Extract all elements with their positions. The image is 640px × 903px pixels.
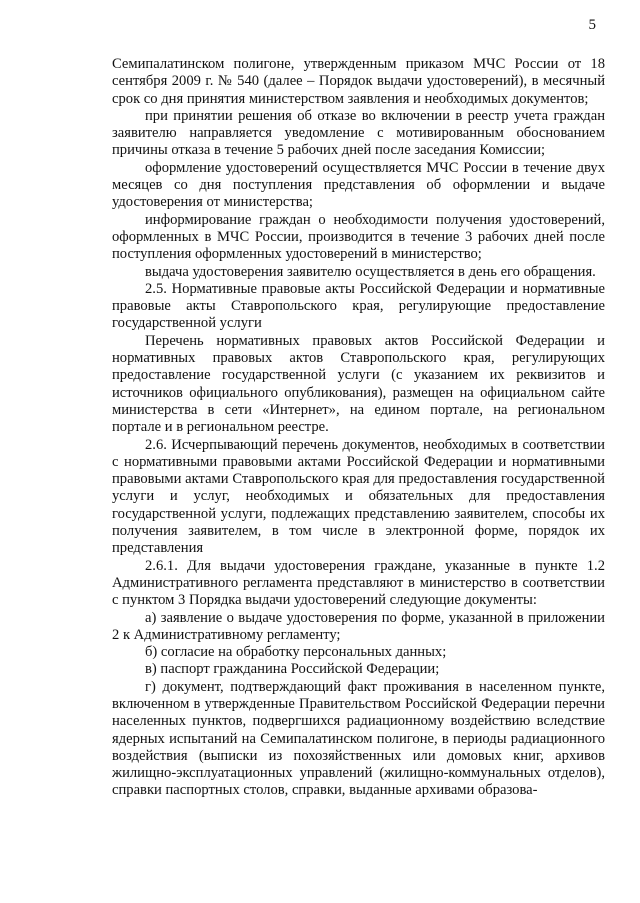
section-heading-2-5: 2.5. Нормативные правовые акты Российской Федерации и нормативные правовые акты Ставропольского края, регулирующие предоставление государственной услуги	[112, 280, 605, 332]
list-item: г) документ, подтверждающий факт проживания в населенном пункте, включенном в утвержденные Правительством Российской Федерации перечни населенных пунктов, подвергшихся радиационному воздействию вследствие ядерных испытаний на Семипалатинском полигоне, в периоды радиационного воздействия (выписки из похозяйственных или домовых книг, архивов жилищно-эксплуатационных управлений (жилищно-коммунальных отделов), справки паспортных столов, справки, выданные архивами образова-	[112, 678, 605, 799]
document-body	[112, 56, 605, 800]
paragraph: информирование граждан о необходимости получения удостоверений, оформленных в МЧС России, производится в течение 3 рабочих дней после поступления оформленных удостоверений в министерство;	[112, 211, 605, 263]
paragraph: выдача удостоверения заявителю осуществляется в день его обращения.	[145, 263, 596, 280]
list-item: в) паспорт гражданина Российской Федерации;	[145, 661, 440, 678]
paragraph: Семипалатинском полигоне, утвержденным приказом МЧС России от 18 сентября 2009 г. № 540 (далее – Порядок выдачи удостоверений), в месячный срок со дня принятия министерством заявления и необходимых документов;	[112, 56, 605, 107]
list-item: а) заявление о выдаче удостоверения по форме, указанной в приложении 2 к Административному регламенту;	[112, 609, 605, 643]
page-number: 5	[588, 17, 596, 33]
paragraph: оформление удостоверений осуществляется МЧС России в течение двух месяцев со дня поступления представления об оформлении и выдаче удостоверения от министерства;	[112, 159, 605, 211]
paragraph: 2.6.1. Для выдачи удостоверения граждане, указанные в пункте 1.2 Административного регламента представляют в министерство в соответствии с пунктом 3 Порядка выдачи удостоверений следующие документы:	[112, 557, 605, 609]
section-heading-2-6: 2.6. Исчерпывающий перечень документов, необходимых в соответствии с нормативными правовыми актами Российской Федерации и нормативными правовыми актами Ставропольского края для предоставления государственной услуги и услуг, необходимых и обязательных для предоставления государственной услуги, подлежащих представлению заявителем, способы их получения заявителем, в том числе в электронной форме, порядок их представления	[112, 436, 605, 557]
list-item: б) согласие на обработку персональных данных;	[145, 644, 447, 661]
paragraph: Перечень нормативных правовых актов Российской Федерации и нормативных правовых актов Ставропольского края, регулирующих предоставление государственной услуги (с указанием их реквизитов и источников официального опубликования), размещен на официальном сайте министерства в сети «Интернет», на едином портале, на региональном портале и в региональном реестре.	[112, 332, 605, 436]
paragraph: при принятии решения об отказе во включении в реестр учета граждан заявителю направляется уведомление с мотивированным обоснованием причины отказа в течение 5 рабочих дней после заседания Комиссии;	[112, 107, 605, 159]
